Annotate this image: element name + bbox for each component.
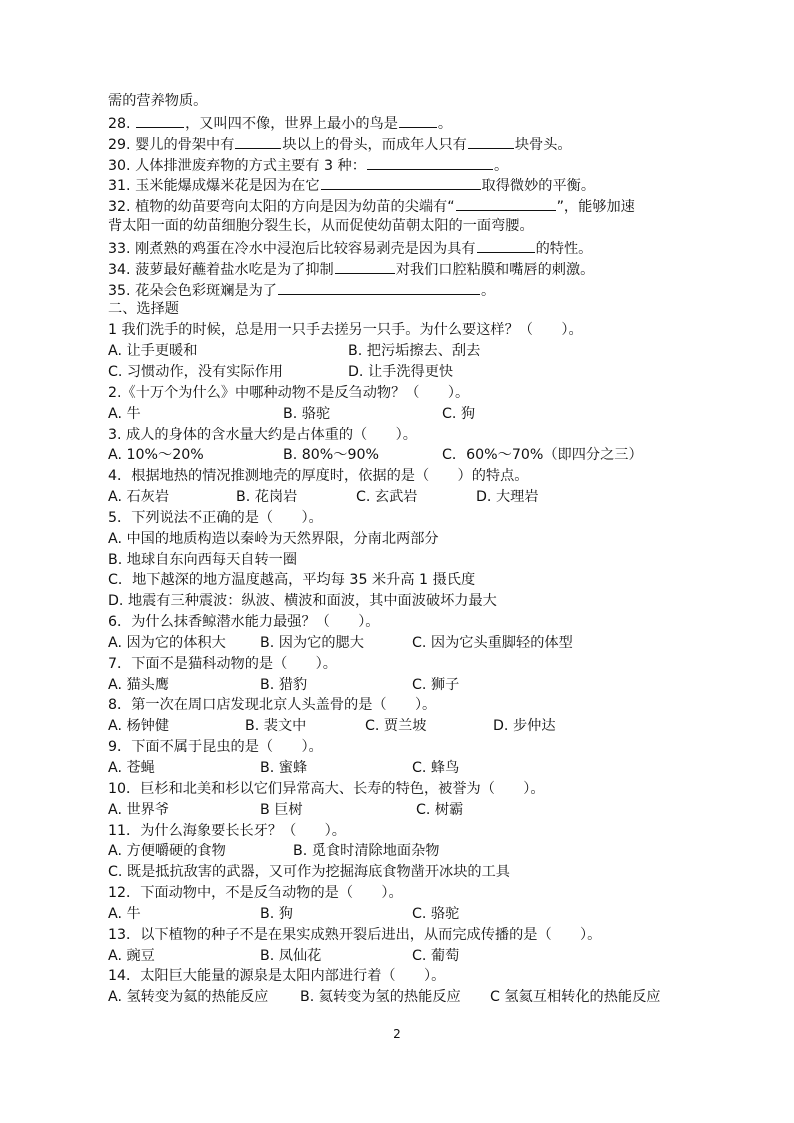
choice-13-options <box>108 946 708 967</box>
question-29: 29. 婴儿的骨架中有 块以上的骨头，而成年人只有 块骨头。 <box>108 133 708 154</box>
answer-blank <box>335 258 395 274</box>
option-a: A. 石灰岩 <box>108 489 170 506</box>
option-b: B. 骆驼 <box>283 405 331 422</box>
choice-6-stem: 6．为什么抹香鲸潜水能力最强？（ ）。 <box>108 614 380 631</box>
option-a: A. 氢转变为氦的热能反应 <box>108 989 269 1006</box>
option-a: A. 豌豆 <box>108 947 155 964</box>
option-a: A. 世界爷 <box>108 801 170 818</box>
choice-12-stem: 12．下面动物中，不是反刍动物的是（ ）。 <box>108 885 403 902</box>
choice-2-stem: 2.《十万个为什么》中哪种动物不是反刍动物？（ ）。 <box>108 384 470 401</box>
option-b: B. 把污垢擦去、刮去 <box>348 343 481 360</box>
question-list <box>108 91 708 1008</box>
option-b: B. 觅食时清除地面杂物 <box>293 843 440 860</box>
option-d: D. 让手洗得更快 <box>348 363 454 380</box>
page-number: 2 <box>393 1027 401 1041</box>
choice-9-options <box>108 758 708 779</box>
question-35: 35. 花朵会色彩斑斓是为了 。 <box>108 279 708 300</box>
option-a: A. 牛 <box>108 905 141 922</box>
choice-1-stem: 1 我们洗手的时候，总是用一只手去搓另一只手。为什么要这样？（ ）。 <box>108 322 583 339</box>
option-c: C. 狗 <box>442 405 476 422</box>
choice-13-stem: 13．以下植物的种子不是在果实成熟开裂后进出，从而完成传播的是（ ）。 <box>108 926 602 943</box>
option-b: B. 80%～90% <box>283 447 380 464</box>
question-34: 34. 菠萝最好蘸着盐水吃是为了抑制 对我们口腔粘膜和嘴唇的刺激。 <box>108 258 708 279</box>
answer-blank <box>399 112 437 128</box>
choice-3-stem: 3. 成人的身体的含水量大约是占体重的（ ）。 <box>108 426 417 443</box>
option-b: B. 因为它的腮大 <box>260 634 364 651</box>
option-a: A. 因为它的体积大 <box>108 634 226 651</box>
option-c: C. 树霸 <box>416 801 464 818</box>
answer-blank <box>136 112 184 128</box>
answer-blank <box>321 174 481 190</box>
answer-blank <box>456 195 556 211</box>
question-33: 33. 刚煮熟的鸡蛋在冷水中浸泡后比较容易剥壳是因为具有 的特性。 <box>108 237 708 258</box>
option-a: A. 牛 <box>108 405 141 422</box>
option-c: C. 葡萄 <box>412 947 460 964</box>
option-b: B. 地球自东向西每天自转一圈 <box>108 551 298 568</box>
option-b: B. 花岗岩 <box>236 489 298 506</box>
option-c: C. 骆驼 <box>412 905 460 922</box>
answer-blank <box>468 133 514 149</box>
option-c: C．60%～70%（即四分之三） <box>442 447 643 464</box>
choice-8-options <box>108 716 708 737</box>
option-c: C. 习惯动作，没有实际作用 <box>108 363 283 380</box>
choice-14-options <box>108 987 708 1008</box>
option-d: D. 步仲达 <box>493 718 556 735</box>
choice-14-stem: 14．太阳巨大能量的源泉是太阳内部进行着（ ）。 <box>108 968 446 985</box>
option-b: B. 凤仙花 <box>260 947 322 964</box>
choice-5-stem: 5．下列说法不正确的是（ ）。 <box>108 509 323 526</box>
option-c: C. 贾兰坡 <box>365 718 427 735</box>
question-28: 28. ，又叫四不像，世界上最小的鸟是 。 <box>108 112 708 133</box>
option-c: C. 既是抵抗敌害的武器，又可作为挖掘海底食物凿开冰块的工具 <box>108 864 510 881</box>
choice-12-options <box>108 904 708 925</box>
choice-10-stem: 10．巨杉和北美和杉以它们异常高大、长寿的特色，被誉为（ ）。 <box>108 780 545 797</box>
option-b: B. 氦转变为氢的热能反应 <box>300 989 461 1006</box>
option-a: A. 中国的地质构造以秦岭为天然界限，分南北两部分 <box>108 530 439 547</box>
choice-11-options-ab <box>108 841 708 862</box>
question-32-continued: 背太阳一面的幼苗细胞分裂生长，从而促使幼苗朝太阳的一面弯腰。 <box>108 218 534 235</box>
question-31: 31. 玉米能爆成爆米花是因为在它 取得微妙的平衡。 <box>108 174 708 195</box>
option-c: C. 蜂鸟 <box>412 760 460 776</box>
option-a: A. 杨钟健 <box>108 718 170 735</box>
option-c: C. 因为它头重脚轻的体型 <box>412 634 573 651</box>
option-b: B. 猎豹 <box>260 676 308 693</box>
option-b: B. 裴文中 <box>245 718 307 735</box>
section-title: 二、选择题 <box>108 301 179 318</box>
option-b: B. 蜜蜂 <box>260 760 308 776</box>
intro-tail: 需的营养物质。 <box>108 93 208 109</box>
choice-9-stem: 9．下面不属于昆虫的是（ ）。 <box>108 739 323 756</box>
option-c: C．地下越深的地方温度越高，平均每 35 米升高 1 摄氏度 <box>108 572 476 589</box>
choice-4-options <box>108 487 708 508</box>
choice-6-options <box>108 633 708 654</box>
choice-7-options <box>108 675 708 696</box>
answer-blank <box>477 237 535 253</box>
option-a: A. 苍蝇 <box>108 760 155 776</box>
option-d: D. 大理岩 <box>476 489 539 506</box>
answer-blank <box>278 279 480 295</box>
option-d: D. 地震有三种震波：纵波、横波和面波，其中面波破坏力最大 <box>108 593 497 610</box>
choice-11-stem: 11．为什么海象要长长牙？（ ）。 <box>108 822 346 839</box>
question-30: 30. 人体排泄废弃物的方式主要有 3 种： 。 <box>108 154 708 175</box>
option-c: C. 玄武岩 <box>356 489 418 506</box>
choice-1-options-cd <box>108 362 708 383</box>
option-b: B. 狗 <box>260 905 293 922</box>
choice-2-options <box>108 404 708 425</box>
choice-7-stem: 7．下面不是猫科动物的是（ ）。 <box>108 655 337 672</box>
question-32: 32. 植物的幼苗要弯向太阳的方向是因为幼苗的尖端有“ ”，能够加速 <box>108 195 708 216</box>
answer-blank <box>235 133 281 149</box>
option-a: A. 让手更暖和 <box>108 343 198 360</box>
choice-4-stem: 4．根据地热的情况推测地壳的厚度时，依据的是（ ）的特点。 <box>108 468 529 485</box>
choice-10-options <box>108 800 708 821</box>
option-c: C. 狮子 <box>412 676 460 693</box>
choice-3-options <box>108 445 708 466</box>
option-a: A. 方便嚼硬的食物 <box>108 843 226 860</box>
answer-blank <box>367 154 493 170</box>
choice-1-options-ab <box>108 341 708 362</box>
option-b: B 巨树 <box>260 801 303 818</box>
option-a: A. 10%～20% <box>108 447 204 464</box>
option-c: C 氢氦互相转化的热能反应 <box>490 989 661 1006</box>
option-a: A. 猫头鹰 <box>108 676 170 693</box>
choice-8-stem: 8．第一次在周口店发现北京人头盖骨的是（ ）。 <box>108 697 437 714</box>
